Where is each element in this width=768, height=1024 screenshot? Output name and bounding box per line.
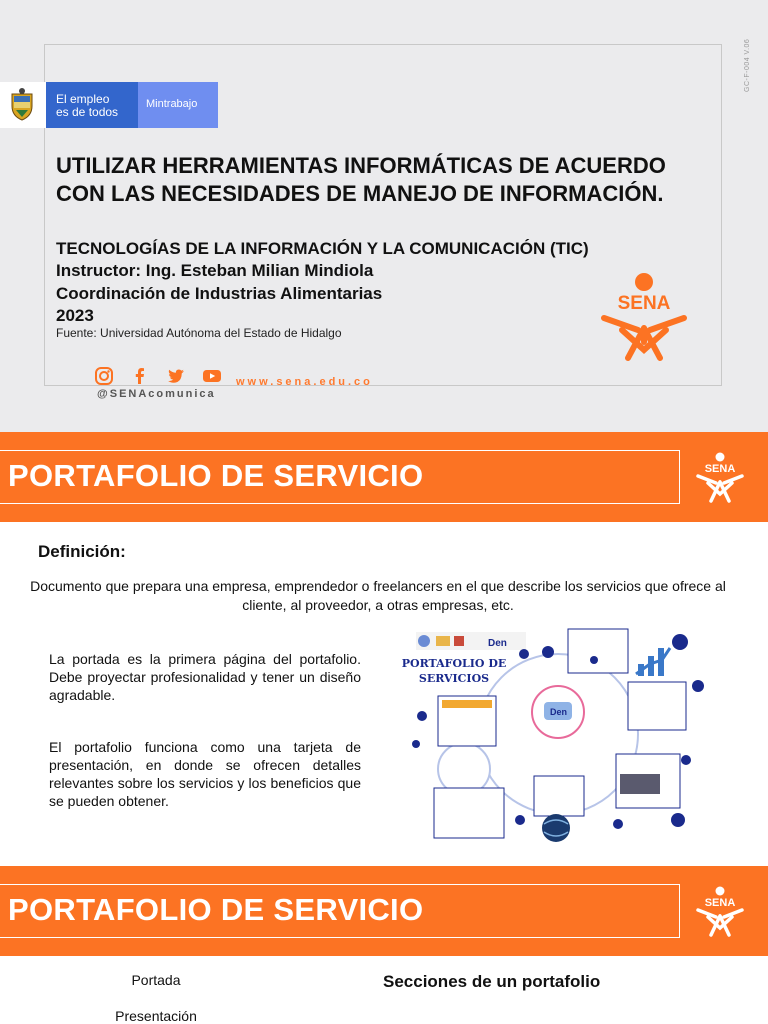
image-title-line-1: PORTAFOLIO DE [401,657,507,670]
year-line: 2023 [56,306,94,325]
sena-logo-white [694,452,746,504]
ministry-label: Mintrabajo [146,98,198,110]
definition-text: Documento que prepara una empresa, emprendedor o freelancers en el que describe los servicios que ofrece al cliente, al proveedor, a otras empresas, etc. [30,578,726,613]
government-banner [0,82,218,128]
presentation-title: UTILIZAR HERRAMIENTAS INFORMÁTICAS DE ACUERDO CON LAS NECESIDADES DE MANEJO DE INFORMACIÓN. [56,153,666,206]
sena-logo-white [694,886,746,938]
business-card-paragraph: El portafolio funciona como una tarjeta de presentación, en donde se ofrecen detalles relevantes sobre los servicios y los beneficios que se pueden obtener. [49,739,361,809]
section-item-portada: Portada [131,972,181,988]
cover-paragraph: La portada es la primera página del portafolio. Debe proyectar profesionalidad y tener un diseño agradable. [49,651,361,703]
government-slogan-block [46,82,218,128]
instagram-icon[interactable] [94,366,114,386]
sena-logo [598,272,690,364]
slide-title: PORTAFOLIO DE SERVICIO [8,458,424,493]
sena-logo-text: SENA [704,463,736,475]
slogan-line-1: El empleo [56,92,110,106]
slide-title: PORTAFOLIO DE SERVICIO [8,892,424,927]
portfolio-mindmap-image [398,624,738,844]
title-slide [0,0,768,432]
instructor-line: Instructor: Ing. Esteban Milian Mindiola [56,261,374,280]
website-link[interactable]: www.sena.edu.co [236,376,373,388]
sections-slide [0,866,768,1024]
twitter-icon[interactable] [166,366,186,386]
social-handle: @SENAcomunica [97,388,216,400]
slide-header-bar [0,866,768,956]
presentation-subtitle: TECNOLOGÍAS DE LA INFORMACIÓN Y LA COMUNICACIÓN (TIC) [56,239,589,258]
source-note: Fuente: Universidad Autónoma del Estado de Hidalgo [56,326,342,340]
facebook-icon[interactable] [130,366,150,386]
slide-header-bar [0,432,768,522]
svg-text:Den: Den [550,707,568,717]
svg-text:Den: Den [488,638,507,649]
image-title-line-2: SERVICIOS [418,672,490,685]
sections-heading: Secciones de un portafolio [383,972,601,991]
colombia-coat-of-arms-icon [6,88,38,122]
definition-slide [0,432,768,866]
document-code: GC-F-004 V.06 [744,38,751,92]
sena-logo-text: SENA [704,897,736,909]
slogan-line-2: es de todos [56,105,119,119]
youtube-icon[interactable] [202,366,222,386]
definition-heading: Definición: [38,542,126,561]
section-item-presentacion: Presentación [115,1008,197,1024]
sena-logo-text: SENA [617,293,671,314]
coordination-line: Coordinación de Industrias Alimentarias [56,284,383,303]
